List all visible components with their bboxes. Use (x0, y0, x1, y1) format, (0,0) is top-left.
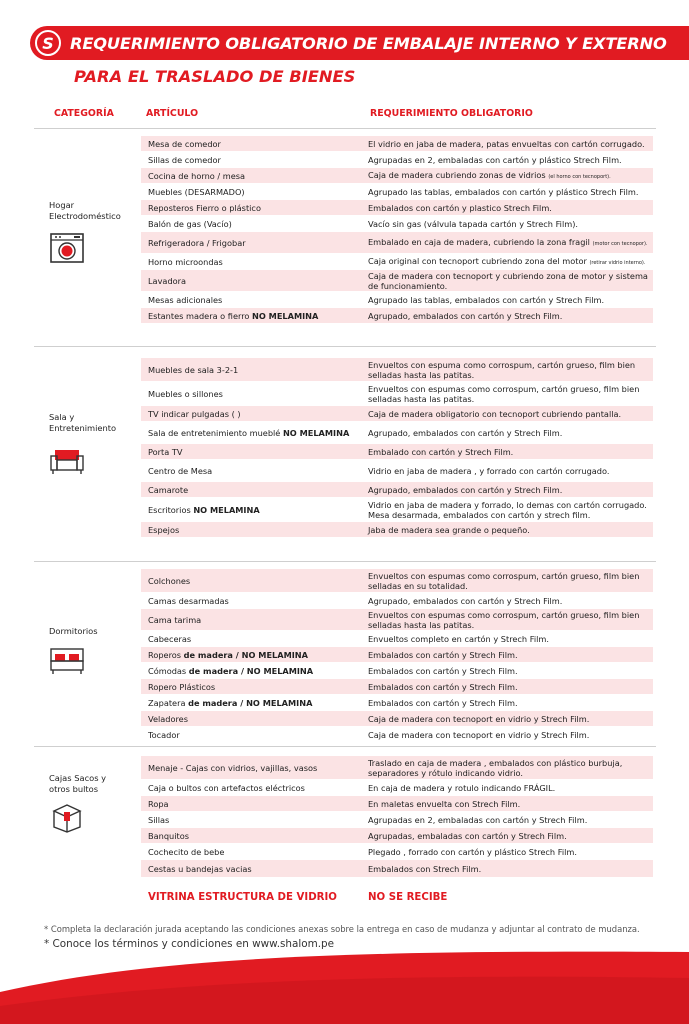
article-cell: Veladores (148, 713, 188, 724)
requirement-cell: Agrupado, embalados con cartón y Strech Film. (368, 484, 563, 495)
article-cell: Horno microondas (148, 256, 223, 267)
article-cell: Espejos (148, 524, 180, 535)
requirement-cell: Embalados con cartón y Strech Film. (368, 665, 518, 676)
article-cell: Reposteros Fierro o plástico (148, 202, 261, 213)
article-cell: Zapatera de madera / NO MELAMINA (148, 697, 313, 708)
article-cell: TV indicar pulgadas ( ) (148, 408, 241, 419)
table-row (141, 727, 653, 742)
article-cell: Camas desarmadas (148, 595, 229, 606)
article-cell: Roperos de madera / NO MELAMINA (148, 649, 308, 660)
article-cell: Sillas de comedor (148, 154, 221, 165)
table-row (141, 844, 653, 859)
requirement-cell: Envueltos con espumas como corrospum, cartón grueso, film bien selladas hasta las patitas. (368, 383, 640, 404)
requirement-note: (retirar vidrio interno). (589, 259, 646, 266)
requirement-cell: En maletas envuelta con Strech Film. (368, 798, 521, 809)
table-row (141, 756, 653, 779)
requirement-cell: Embalados con cartón y plastico Strech Film. (368, 202, 552, 213)
article-cell: Centro de Mesa (148, 465, 213, 476)
article-emphasis: de madera / NO MELAMINA (183, 649, 308, 660)
article-emphasis: NO MELAMINA (282, 427, 350, 438)
requirement-cell: Agrupado, embalados con cartón y Strech Film. (368, 427, 563, 438)
requirement-cell: Embalado en caja de madera, cubriendo la zona fragil (motor con tecnopor). (368, 236, 648, 247)
requirement-cell: Agrupado las tablas, embalados con cartón y plástico Strech Film. (368, 186, 639, 197)
table-row (141, 358, 653, 381)
requirement-cell: Envueltos con espumas como corrospum, cartón grueso, film bien selladas en su totalidad. (368, 570, 640, 591)
table-row (141, 382, 653, 405)
requirement-cell: Vidrio en jaba de madera y forrado, lo demas con cartón corrugado. Mesa desarmada, embalados con cartón y strech film. (368, 499, 647, 520)
requirement-cell: Caja de madera con tecnoport y cubriendo zona de motor y sistema de funcionamiento. (368, 270, 648, 291)
requirement-cell: En caja de madera y rotulo indicando FRÁGIL. (368, 782, 556, 793)
article-cell: Banquitos (148, 830, 189, 841)
article-emphasis: de madera / NO MELAMINA (188, 665, 314, 676)
article-cell: Sillas (148, 814, 170, 825)
table-row (141, 308, 653, 323)
requirement-cell: Caja de madera cubriendo zonas de vidrios (el horno con tecnoport). (368, 169, 611, 180)
article-cell: Lavadora (148, 275, 187, 286)
requirement-cell: Jaba de madera sea grande o pequeño. (368, 524, 530, 535)
table-row (141, 647, 653, 662)
table-row (141, 168, 653, 183)
requirement-cell: Vacío sin gas (válvula tapada cartón y Strech Film). (368, 218, 579, 229)
article-cell: Cómodas de madera / NO MELAMINA (148, 665, 314, 676)
requirement-cell: Vidrio en jaba de madera , y forrado con cartón corrugado. (368, 465, 610, 476)
requirement-cell: Agrupado, embalados con cartón y Strech Film. (368, 310, 563, 321)
table-row (141, 200, 653, 215)
category-label: Sala y Entretenimiento (49, 412, 117, 433)
article-cell: Cocina de horno / mesa (148, 170, 246, 181)
article-cell: Cama tarima (148, 614, 202, 625)
washing-machine-icon (50, 233, 84, 263)
article-cell: Estantes madera o fierro NO MELAMINA (148, 310, 319, 321)
article-cell: Cabeceras (148, 633, 192, 644)
requirement-note: (motor con tecnopor). (592, 240, 648, 247)
table-row (141, 812, 653, 827)
column-header-requirement: REQUERIMIENTO OBLIGATORIO (370, 108, 533, 119)
footer-note: * Completa la declaración jurada aceptando las condiciones anexas sobre la entrega en caso de mudanza y adjuntar al contrato de mudanza. (44, 924, 640, 934)
category-label: Cajas Sacos y otros bultos (49, 773, 107, 794)
article-cell: Muebles o sillones (148, 388, 223, 399)
requirement-cell: Agrupadas en 2, embaladas con cartón y Strech Film. (368, 814, 588, 825)
section-divider (34, 746, 656, 747)
article-emphasis: NO MELAMINA (193, 504, 260, 515)
article-cell: Sala de entretenimiento mueblé NO MELAMINA (148, 427, 350, 438)
article-cell: Escritorios NO MELAMINA (148, 504, 260, 515)
requirement-cell: Plegado , forrado con cartón y plástico Strech Film. (368, 846, 577, 857)
article-emphasis: NO MELAMINA (252, 310, 319, 321)
article-cell: Tocador (148, 729, 180, 740)
footer-wave (0, 948, 689, 1024)
article-cell: Menaje - Cajas con vidrios, vajillas, vasos (148, 762, 318, 773)
requirement-cell: Embalado con cartón y Strech Film. (368, 446, 514, 457)
requirement-note: (el horno con tecnoport). (548, 173, 611, 180)
article-cell: Balón de gas (Vacío) (148, 218, 232, 229)
table-row (141, 136, 653, 151)
table-row (141, 460, 653, 481)
table-row (141, 254, 653, 269)
table-row (141, 152, 653, 167)
section-divider (34, 346, 656, 347)
requirement-cell: Agrupado las tablas, embalados con cartón y Strech Film. (368, 294, 605, 305)
table-row (141, 232, 653, 253)
requirement-cell: Envueltos con espuma como corrospum, cartón grueso, film bien selladas hasta las patitas. (368, 359, 636, 380)
column-header-category: CATEGORÍA (54, 108, 114, 119)
table-row (141, 522, 653, 537)
article-cell: Refrigeradora / Frigobar (148, 237, 246, 248)
table-row (141, 695, 653, 710)
table-row (141, 663, 653, 678)
section-divider (34, 128, 656, 129)
requirement-cell: Caja original con tecnoport cubriendo zona del motor (retirar vidrio interno). (368, 255, 646, 266)
article-emphasis: de madera / NO MELAMINA (188, 697, 313, 708)
title-banner (30, 26, 689, 60)
article-cell: Muebles de sala 3-2-1 (148, 364, 239, 375)
requirement-cell: Caja de madera con tecnoport en vidrio y Strech Film. (368, 729, 590, 740)
article-cell: Camarote (148, 484, 189, 495)
bed-icon (50, 646, 84, 676)
table-row (141, 609, 653, 630)
category-label: Dormitorios (49, 626, 98, 636)
table-row (141, 569, 653, 592)
box-icon (50, 803, 84, 833)
table-row (141, 780, 653, 795)
requirement-cell: Envueltos con espumas como corrospum, cartón grueso, film bien selladas hasta las patitas. (368, 609, 640, 630)
article-cell: Ropero Plásticos (148, 681, 216, 692)
not-accepted-item: VITRINA ESTRUCTURA DE VIDRIO (148, 892, 337, 903)
requirement-cell: Agrupadas en 2, embaladas con cartón y plástico Strech Film. (368, 154, 622, 165)
not-accepted-status: NO SE RECIBE (368, 892, 448, 903)
article-cell: Colchones (148, 575, 191, 586)
sofa-icon (50, 446, 84, 476)
article-cell: Ropa (148, 798, 169, 809)
table-row (141, 270, 653, 291)
article-cell: Cestas u bandejas vacias (148, 863, 252, 874)
requirement-cell: Embalados con Strech Film. (368, 863, 482, 874)
page-subtitle: PARA EL TRASLADO DE BIENES (74, 67, 356, 86)
requirement-cell: Envueltos completo en cartón y Strech Film. (368, 633, 549, 644)
table-row (141, 482, 653, 497)
article-cell: Mesa de comedor (148, 138, 221, 149)
article-cell: Cochecito de bebe (148, 846, 225, 857)
page-title: REQUERIMIENTO OBLIGATORIO DE EMBALAJE INTERNO Y EXTERNO (70, 33, 667, 53)
footer-terms: * Conoce los términos y condiciones en www.shalom.pe (44, 938, 335, 950)
shalom-logo-icon: S (35, 30, 61, 56)
article-cell: Mesas adicionales (148, 294, 223, 305)
table-row (141, 679, 653, 694)
table-row (141, 216, 653, 231)
category-label: Hogar Electrodoméstico (49, 200, 121, 221)
table-row (141, 444, 653, 459)
table-row (141, 860, 653, 877)
requirement-cell: Agrupadas, embaladas con cartón y Strech Film. (368, 830, 567, 841)
requirement-cell: Caja de madera obligatorio con tecnoport cubriendo pantalla. (368, 408, 622, 419)
table-row (141, 422, 653, 443)
article-cell: Porta TV (148, 446, 183, 457)
section-divider (34, 561, 656, 562)
requirement-cell: Embalados con cartón y Strech Film. (368, 697, 518, 708)
table-row (141, 711, 653, 726)
table-row (141, 631, 653, 646)
article-cell: Caja o bultos con artefactos eléctricos (148, 782, 305, 793)
table-row (141, 406, 653, 421)
requirement-cell: Caja de madera con tecnoport en vidrio y Strech Film. (368, 713, 590, 724)
column-header-article: ARTÍCULO (146, 108, 199, 119)
table-row (141, 498, 653, 521)
table-row (141, 828, 653, 843)
table-row (141, 796, 653, 811)
requirement-cell: Agrupado, embalados con cartón y Strech Film. (368, 595, 563, 606)
requirement-cell: Embalados con cartón y Strech Film. (368, 681, 518, 692)
table-row (141, 593, 653, 608)
requirement-cell: Traslado en caja de madera , embalados con plástico burbuja, separadores y rótulo indicando vidrio. (368, 757, 623, 778)
requirement-cell: El vidrio en jaba de madera, patas envueltas con cartón corrugado. (368, 138, 645, 149)
table-row (141, 292, 653, 307)
article-cell: Muebles (DESARMADO) (148, 186, 245, 197)
requirement-cell: Embalados con cartón y Strech Film. (368, 649, 518, 660)
table-row (141, 184, 653, 199)
